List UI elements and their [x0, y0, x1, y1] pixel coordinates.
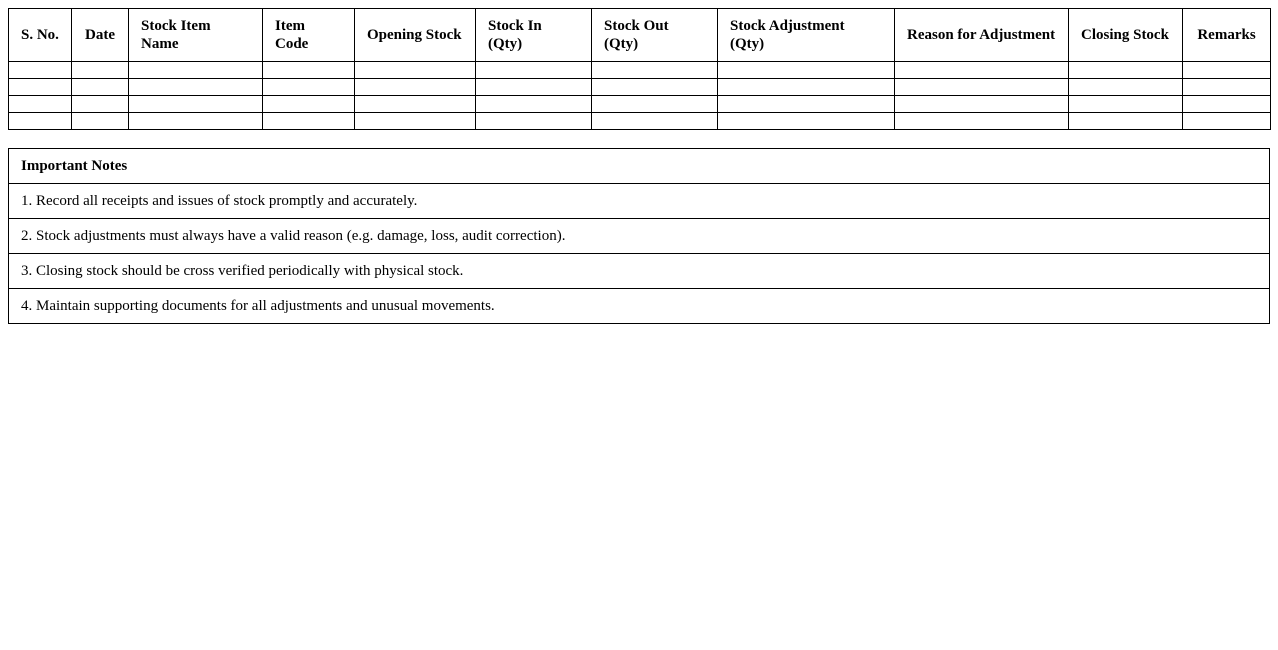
column-header-remarks: Remarks — [1183, 9, 1271, 62]
table-cell[interactable] — [718, 79, 895, 96]
important-notes-box — [8, 148, 1270, 324]
table-cell[interactable] — [1183, 113, 1271, 130]
table-cell[interactable] — [895, 62, 1069, 79]
table-cell[interactable] — [9, 79, 72, 96]
table-cell[interactable] — [1183, 96, 1271, 113]
table-row — [9, 113, 1271, 130]
table-cell[interactable] — [72, 79, 129, 96]
list-item — [9, 184, 1270, 219]
column-header-reason-for-adjustment: Reason for Adjustment — [895, 9, 1069, 62]
table-cell[interactable] — [1069, 113, 1183, 130]
table-cell[interactable] — [355, 96, 476, 113]
table-cell[interactable] — [476, 113, 592, 130]
table-header-row — [9, 9, 1271, 62]
table-cell[interactable] — [718, 96, 895, 113]
table-cell[interactable] — [1183, 62, 1271, 79]
table-cell[interactable] — [355, 62, 476, 79]
table-cell[interactable] — [72, 96, 129, 113]
column-header-stock-in: Stock In (Qty) — [476, 9, 592, 62]
stock-register-table — [8, 8, 1271, 130]
table-row — [9, 62, 1271, 79]
table-cell[interactable] — [263, 96, 355, 113]
table-cell[interactable] — [355, 113, 476, 130]
column-header-stock-out: Stock Out (Qty) — [592, 9, 718, 62]
table-row — [9, 79, 1271, 96]
note-item: 4. Maintain supporting documents for all adjustments and unusual movements. — [9, 289, 1270, 324]
table-cell[interactable] — [263, 79, 355, 96]
table-cell[interactable] — [1183, 79, 1271, 96]
table-cell[interactable] — [1069, 62, 1183, 79]
column-header-item-code: Item Code — [263, 9, 355, 62]
column-header-stock-adjustment: Stock Adjustment (Qty) — [718, 9, 895, 62]
table-cell[interactable] — [895, 96, 1069, 113]
note-item: 2. Stock adjustments must always have a valid reason (e.g. damage, loss, audit correction). — [9, 219, 1270, 254]
table-cell[interactable] — [129, 79, 263, 96]
table-row — [9, 96, 1271, 113]
column-header-closing-stock: Closing Stock — [1069, 9, 1183, 62]
table-cell[interactable] — [476, 79, 592, 96]
table-cell[interactable] — [895, 113, 1069, 130]
list-item — [9, 219, 1270, 254]
note-item: 3. Closing stock should be cross verified periodically with physical stock. — [9, 254, 1270, 289]
table-cell[interactable] — [355, 79, 476, 96]
table-cell[interactable] — [263, 62, 355, 79]
table-cell[interactable] — [129, 62, 263, 79]
table-cell[interactable] — [9, 96, 72, 113]
list-item — [9, 254, 1270, 289]
table-cell[interactable] — [718, 62, 895, 79]
table-cell[interactable] — [476, 96, 592, 113]
column-header-date: Date — [72, 9, 129, 62]
table-cell[interactable] — [263, 113, 355, 130]
table-cell[interactable] — [592, 113, 718, 130]
table-cell[interactable] — [895, 79, 1069, 96]
column-header-stock-item-name: Stock Item Name — [129, 9, 263, 62]
table-cell[interactable] — [476, 62, 592, 79]
column-header-opening-stock: Opening Stock — [355, 9, 476, 62]
table-cell[interactable] — [592, 96, 718, 113]
table-cell[interactable] — [129, 113, 263, 130]
column-header-serial-no: S. No. — [9, 9, 72, 62]
list-item — [9, 289, 1270, 324]
table-cell[interactable] — [72, 62, 129, 79]
table-cell[interactable] — [718, 113, 895, 130]
table-cell[interactable] — [592, 62, 718, 79]
notes-title: Important Notes — [9, 149, 1270, 184]
table-cell[interactable] — [592, 79, 718, 96]
notes-title-row — [9, 149, 1270, 184]
note-item: 1. Record all receipts and issues of stock promptly and accurately. — [9, 184, 1270, 219]
table-cell[interactable] — [9, 113, 72, 130]
table-cell[interactable] — [129, 96, 263, 113]
table-cell[interactable] — [72, 113, 129, 130]
table-cell[interactable] — [1069, 96, 1183, 113]
table-cell[interactable] — [1069, 79, 1183, 96]
table-cell[interactable] — [9, 62, 72, 79]
stock-register-page — [8, 8, 1270, 324]
